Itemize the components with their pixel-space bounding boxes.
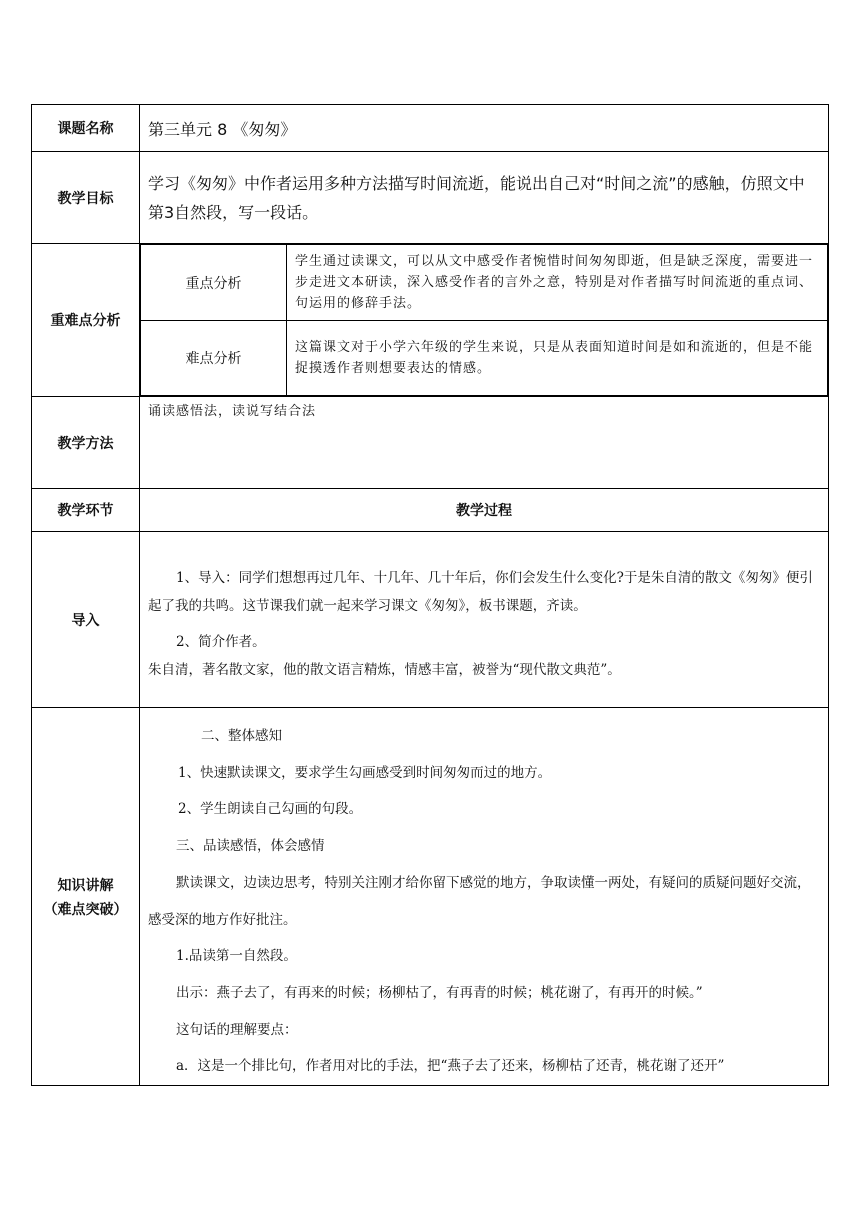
knowledge-line: 出示：燕子去了，有再来的时候；杨柳枯了，有再青的时候；桃花谢了，有再开的时候。” (176, 984, 703, 1001)
intro-content (140, 532, 829, 708)
knowledge-label (32, 708, 140, 1086)
key-point-label: 重点分析 (141, 245, 287, 321)
title-label: 课题名称 (32, 105, 140, 152)
row-intro (32, 532, 829, 708)
knowledge-line: 这句话的理解要点： (176, 1021, 298, 1038)
intro-line: 2、简介作者。 (176, 633, 266, 650)
analysis-label: 重难点分析 (32, 244, 140, 397)
title-value: 第三单元 8 《匆匆》 (140, 105, 829, 152)
knowledge-line: 1.品读第一自然段。 (176, 948, 297, 965)
knowledge-line: 三、品读感悟，体会感情 (176, 838, 325, 855)
row-header (32, 489, 829, 532)
key-point-text: 学生通过读课文，可以从文中感受作者惋惜时间匆匆即逝，但是缺乏深度，需要进一步走进文本研读，深入感受作者的言外之意，特别是对作者描写时间流逝的重点词、句运用的修辞手法。 (287, 245, 828, 321)
objective-label: 教学目标 (32, 152, 140, 244)
difficulty-text: 这篇课文对于小学六年级的学生来说，只是从表面知道时间是如和流逝的，但是不能捉摸透作者则想要表达的情感。 (287, 321, 828, 396)
method-label: 教学方法 (32, 397, 140, 489)
knowledge-line: 二、整体感知 (201, 728, 282, 744)
objective-text: 学习《匆匆》中作者运用多种方法描写时间流逝，能说出自己对“时间之流”的感触，仿照文中第3自然段，写一段话。 (140, 152, 829, 244)
row-knowledge (32, 708, 829, 1086)
analysis-subtable (140, 244, 828, 396)
intro-line: 1、导入：同学们想想再过几年、十几年、几十年后，你们会发生什么变化?于是朱自清的散文《匆匆》便引起了我的共鸣。这节课我们就一起来学习课文《匆匆》，板书课题，齐读。 (148, 569, 813, 614)
knowledge-line: 2、学生朗读自己勾画的句段。 (178, 801, 363, 818)
row-title (32, 105, 829, 152)
knowledge-line: a．这是一个排比句，作者用对比的手法，把“燕子去了还来，杨柳枯了还青，桃花谢了还开” (176, 1058, 725, 1075)
lesson-plan-table (31, 104, 829, 1086)
intro-line: 朱自清，著名散文家，他的散文语言精炼，情感丰富，被誉为“现代散文典范”。 (148, 661, 621, 678)
method-text: 诵读感悟法，读说写结合法 (140, 397, 829, 489)
knowledge-label-line: （难点突破） (43, 901, 128, 918)
knowledge-content (140, 708, 829, 1086)
intro-label: 导入 (32, 532, 140, 708)
knowledge-line: 1、快速默读课文，要求学生勾画感受到时间匆匆而过的地方。 (178, 764, 552, 781)
row-method (32, 397, 829, 489)
row-analysis (32, 244, 829, 397)
row-objective (32, 152, 829, 244)
knowledge-label-line: 知识讲解 (57, 877, 114, 894)
difficulty-label: 难点分析 (141, 321, 287, 396)
process-label: 教学过程 (140, 489, 829, 532)
stage-label: 教学环节 (32, 489, 140, 532)
knowledge-line: 默读课文，边读边思考，特别关注刚才给你留下感觉的地方，争取读懂一两处，有疑问的质疑问题好交流，感受深的地方作好批注。 (148, 874, 811, 928)
analysis-cell (140, 244, 829, 397)
